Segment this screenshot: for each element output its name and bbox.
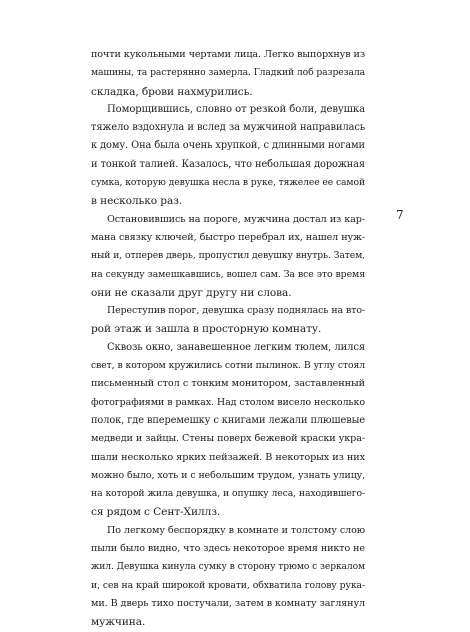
text-line: Остановившись на пороге, мужчина достал из кар- [107,213,365,225]
text-line: ся рядом с Сент-Хиллз. [91,506,221,519]
text-line: на секунду замешкавшись, вошел сам. За все это время [91,268,365,280]
paragraph-4 [91,302,365,339]
text-line: мана связку ключей, быстро перебрал их, нашел нуж- [91,231,365,243]
text-line: к дому. Она была очень хрупкой, с длинными ногами [91,140,365,152]
text-line: медведи и зайцы. Стены поверх бежевой краски укра- [91,433,365,445]
body-text [91,46,365,632]
paragraph-1 [91,46,365,101]
text-line: Переступив порог, девушка сразу поднялась на вто- [107,305,365,317]
text-line: По легкому беспорядку в комнате и толстому слою [107,524,365,536]
text-line: ми. В дверь тихо постучали, затем в комнату заглянул [91,597,365,609]
text-line: они не сказали друг другу ни слова. [91,286,292,299]
text-line: свет, в котором кружились сотни пылинок. В углу стоял [91,360,365,372]
page-number: 7 [396,208,404,222]
text-line: в несколько раз. [91,195,183,208]
text-line: ный и, отперев дверь, пропустил девушку внутрь. Затем, [91,250,365,262]
text-line: пыли было видно, что здесь некоторое время никто не [91,543,365,555]
text-line: мужчина. [91,616,146,629]
text-line: жил. Девушка кинула сумку в сторону трюмо с зеркалом [91,562,365,573]
text-line: почти кукольными чертами лица. Легко выпорхнув из [91,49,365,60]
text-line: тяжело вздохнула и вслед за мужчиной направилась [91,122,365,134]
text-line: фотографиями в рамках. Над столом висело несколько [91,396,365,408]
text-line: можно было, хоть и с небольшим трудом, узнать улицу, [91,469,365,481]
paragraph-2 [91,101,365,211]
text-line: на которой жила девушка, и опушку леса, находившего- [91,488,365,500]
text-line: и тонкой талией. Казалось, что небольшая дорожная [91,158,365,170]
text-line: письменный стол с тонким монитором, заставленный [91,378,365,390]
text-line: Сквозь окно, занавешенное легким тюлем, лился [107,341,365,353]
text-line: сумка, которую девушка несла в руке, тяжелее ее самой [91,177,365,189]
paragraph-6 [91,522,365,632]
text-line: машины, та растерянно замерла. Гладкий лоб разрезала [91,67,365,79]
text-line: рой этаж и зашла в просторную комнату. [91,323,322,336]
text-line: полок, где вперемешку с книгами лежали плюшевые [91,414,365,426]
paragraph-5 [91,339,365,522]
text-line: Поморщившись, словно от резкой боли, девушка [107,103,365,115]
paragraph-3 [91,211,365,302]
text-line: складка, брови нахмурились. [91,85,253,98]
text-line: шали несколько ярких пейзажей. В некоторых из них [91,451,365,463]
text-line: и, сев на край широкой кровати, обхватила голову рука- [91,579,365,591]
